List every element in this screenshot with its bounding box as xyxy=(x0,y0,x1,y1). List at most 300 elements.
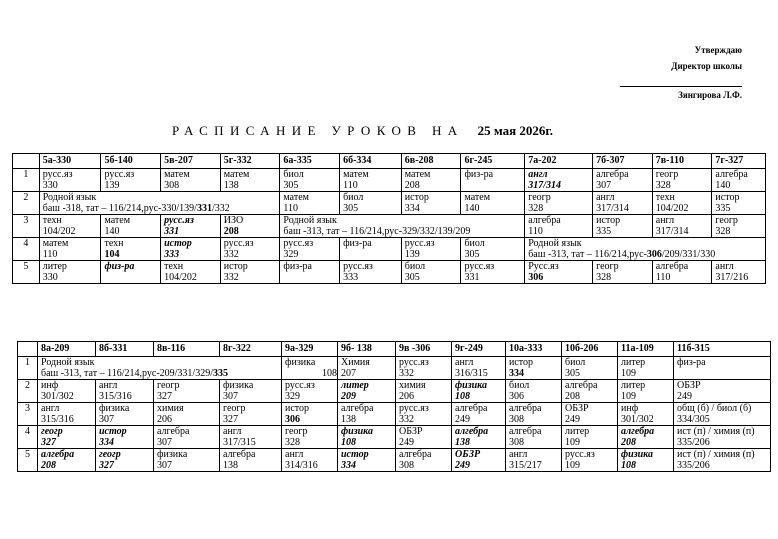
subject-text: алгебра xyxy=(509,403,542,414)
subject-text: русс.яз xyxy=(42,169,73,180)
subject-text: физ-ра xyxy=(343,238,372,249)
native-language-cell xyxy=(280,215,525,238)
lesson-cell xyxy=(282,403,338,426)
lesson-cell xyxy=(396,403,452,426)
room-text: 327 xyxy=(157,391,172,402)
subject-text: алгебра xyxy=(157,426,190,437)
subject-text: истор xyxy=(223,261,248,272)
subject-text: биол xyxy=(509,380,530,391)
lesson-cell xyxy=(338,449,396,472)
class-header: 6а-335 xyxy=(280,154,340,169)
room-text: 249 xyxy=(565,414,580,425)
header-row xyxy=(18,342,771,357)
subject-text: истор xyxy=(715,192,740,203)
lesson-cell xyxy=(396,357,452,380)
lesson-cell xyxy=(562,403,618,426)
subject-text: геогр xyxy=(655,169,679,180)
subject-text: истор xyxy=(509,357,534,368)
room-text: 317/315 xyxy=(223,437,256,448)
lesson-cell xyxy=(562,357,618,380)
lesson-cell xyxy=(525,169,593,192)
room-text: 307 xyxy=(99,414,114,425)
class-header: 7а-202 xyxy=(525,154,593,169)
class-header: 6б-334 xyxy=(340,154,402,169)
room-text: 110 xyxy=(42,249,58,260)
lesson-cell xyxy=(340,192,402,215)
room-text: 315/316 xyxy=(99,391,132,402)
subject-text: матем xyxy=(104,215,131,226)
lesson-row xyxy=(13,192,766,215)
lesson-number: 1 xyxy=(18,357,38,380)
lesson-cell xyxy=(161,261,221,284)
room-text: 207 xyxy=(341,368,356,379)
subject-text: техн xyxy=(104,238,124,249)
lesson-cell xyxy=(674,449,771,472)
lesson-cell xyxy=(396,426,452,449)
subject-text: геогр xyxy=(41,426,63,437)
schedule-table-grades-5-7 xyxy=(12,153,766,284)
room-text: 307 xyxy=(157,460,172,471)
lesson-cell xyxy=(452,380,506,403)
class-header: 5а-330 xyxy=(39,154,101,169)
lesson-cell xyxy=(396,380,452,403)
subject-text: физика xyxy=(285,357,316,368)
lesson-cell xyxy=(401,238,461,261)
room-text: баш -318, тат – 116/214,рус-330/139/331/332 xyxy=(42,203,230,214)
room-text: 327 xyxy=(41,437,56,448)
room-text: 208 xyxy=(223,226,239,237)
lesson-cell xyxy=(39,169,101,192)
room-text: 330 xyxy=(42,272,58,283)
subject-text: химия xyxy=(157,403,184,414)
room-text: 335 xyxy=(596,226,612,237)
class-header: 8б-331 xyxy=(96,342,154,357)
subject-text: физика xyxy=(341,426,374,437)
native-language-cell xyxy=(525,238,766,261)
lesson-cell xyxy=(593,192,653,215)
lesson-cell xyxy=(674,403,771,426)
lesson-cell xyxy=(712,192,766,215)
title-date: 25 мая 2026г. xyxy=(477,123,554,138)
lesson-cell xyxy=(220,380,282,403)
corner-cell xyxy=(18,342,38,357)
room-text: 305 xyxy=(565,368,580,379)
room-text: 108 xyxy=(341,437,356,448)
subject-text: инф xyxy=(621,403,639,414)
subject-text: Родной язык xyxy=(528,238,582,249)
subject-text: англ xyxy=(528,169,548,180)
subject-text: литер xyxy=(42,261,67,272)
lesson-cell xyxy=(38,426,96,449)
room-text: 315/316 xyxy=(41,414,74,425)
lesson-number: 4 xyxy=(18,426,38,449)
subject-text: матем xyxy=(164,169,190,180)
lesson-row xyxy=(13,261,766,284)
room-text: 301/302 xyxy=(621,414,654,425)
subject-text: биол xyxy=(343,192,364,203)
lesson-cell xyxy=(282,380,338,403)
subject-text: русс.яз xyxy=(399,357,429,368)
subject-text: истор xyxy=(285,403,310,414)
lesson-cell xyxy=(161,238,221,261)
lesson-cell xyxy=(280,261,340,284)
class-header: 9в -306 xyxy=(396,342,452,357)
subject-text: англ xyxy=(223,426,242,437)
lesson-cell xyxy=(340,238,402,261)
lesson-cell xyxy=(401,261,461,284)
lesson-cell xyxy=(452,449,506,472)
room-text: 140 xyxy=(104,226,120,237)
lesson-cell xyxy=(38,449,96,472)
page-title xyxy=(172,123,553,139)
subject-text: алгебра xyxy=(715,169,748,180)
subject-text: техн xyxy=(164,261,184,272)
room-text: 208 xyxy=(621,437,636,448)
room-text: 140 xyxy=(464,203,480,214)
lesson-number: 2 xyxy=(18,380,38,403)
class-header: 6г-245 xyxy=(461,154,525,169)
subject-text: инф xyxy=(41,380,59,391)
subject-text: матем xyxy=(404,169,431,180)
lesson-cell xyxy=(338,426,396,449)
lesson-cell xyxy=(96,449,154,472)
class-header: 11а-109 xyxy=(618,342,674,357)
lesson-cell xyxy=(674,380,771,403)
room-text: 104/202 xyxy=(42,226,76,237)
subject-text: алгебра xyxy=(41,449,75,460)
room-text: 306 xyxy=(509,391,524,402)
room-text: 334 xyxy=(404,203,420,214)
class-header: 11б-315 xyxy=(674,342,771,357)
subject-text: ист (п) / химия (п) xyxy=(677,449,755,460)
lesson-cell xyxy=(461,238,525,261)
subject-text: Родной язык xyxy=(283,215,337,226)
subject-text: биол xyxy=(404,261,426,272)
room-text: 315/217 xyxy=(509,460,542,471)
room-text: 104/202 xyxy=(164,272,197,283)
subject-text: истор xyxy=(596,215,621,226)
room-text: 331 xyxy=(164,226,180,237)
lesson-cell xyxy=(161,215,221,238)
lesson-cell xyxy=(618,403,674,426)
lesson-cell xyxy=(461,169,525,192)
lesson-cell xyxy=(506,449,562,472)
room-text: 333 xyxy=(343,272,359,283)
room-text: 140 xyxy=(715,180,731,191)
room-text: 332 xyxy=(223,272,239,283)
lesson-cell xyxy=(593,261,653,284)
lesson-cell xyxy=(618,357,674,380)
lesson-cell xyxy=(282,449,338,472)
room-text: 317/314 xyxy=(596,203,629,214)
room-text: 305 xyxy=(464,249,480,260)
room-text: 329 xyxy=(285,391,300,402)
room-text: 104 xyxy=(104,249,120,260)
lesson-cell xyxy=(652,215,712,238)
subject-text: Родной язык xyxy=(42,192,97,203)
lesson-cell xyxy=(101,169,161,192)
room-text: 108 xyxy=(322,368,337,379)
lesson-row xyxy=(13,169,766,192)
lesson-cell xyxy=(452,426,506,449)
room-text: 307 xyxy=(223,391,238,402)
room-text: 139 xyxy=(404,249,420,260)
subject-text: физика xyxy=(157,449,188,460)
lesson-row xyxy=(18,426,771,449)
room-text: 308 xyxy=(509,437,524,448)
lesson-cell xyxy=(593,215,653,238)
subject-text: алгебра xyxy=(509,426,542,437)
room-text: 317/216 xyxy=(715,272,749,283)
subject-text: алгебра xyxy=(596,169,629,180)
lesson-cell xyxy=(280,169,340,192)
lesson-cell xyxy=(96,403,154,426)
lesson-number: 3 xyxy=(18,403,38,426)
subject-text: алгебра xyxy=(455,403,488,414)
native-language-cell xyxy=(39,192,280,215)
subject-text: ист (п) / химия (п) xyxy=(677,426,755,437)
lesson-cell xyxy=(220,426,282,449)
room-text: 335/206 xyxy=(677,437,710,448)
lesson-cell xyxy=(618,426,674,449)
subject-text: алгебра xyxy=(655,261,689,272)
lesson-row xyxy=(18,449,771,472)
lesson-cell xyxy=(38,403,96,426)
room-text: 327 xyxy=(223,414,238,425)
room-text: 333 xyxy=(164,249,180,260)
subject-text: биол xyxy=(283,169,304,180)
subject-text: ОБЗР xyxy=(399,426,423,437)
lesson-cell xyxy=(461,192,525,215)
room-text: 332 xyxy=(399,414,414,425)
lesson-number: 2 xyxy=(13,192,40,215)
subject-text: истор xyxy=(404,192,429,203)
lesson-cell xyxy=(593,169,653,192)
subject-text: русс.яз xyxy=(164,215,194,226)
subject-text: геогр xyxy=(99,449,121,460)
room-text: баш -313, тат – 116/214,рус-209/331/329/335 xyxy=(41,368,228,379)
class-header: 10б-206 xyxy=(562,342,618,357)
room-text: 305 xyxy=(343,203,359,214)
subject-text: русс.яз xyxy=(464,261,495,272)
lesson-row xyxy=(18,357,771,380)
subject-text: англ xyxy=(596,192,615,203)
lesson-cell xyxy=(154,403,220,426)
subject-text: русс.яз xyxy=(104,169,135,180)
subject-text: физ-ра xyxy=(283,261,312,272)
subject-text: литер xyxy=(341,380,369,391)
room-text: 308 xyxy=(164,180,180,191)
room-text: 306 xyxy=(528,272,544,283)
schedule-table-grades-8-11 xyxy=(17,341,771,472)
subject-text: геогр xyxy=(596,261,619,272)
subject-text: геогр xyxy=(715,215,738,226)
room-text: 314/316 xyxy=(285,460,318,471)
lesson-cell xyxy=(525,215,593,238)
subject-text: англ xyxy=(285,449,304,460)
lesson-cell xyxy=(506,357,562,380)
subject-text: физ-ра xyxy=(464,169,494,180)
lesson-cell xyxy=(96,380,154,403)
lesson-cell xyxy=(101,261,161,284)
subject-text: русс.яз xyxy=(283,238,314,249)
subject-text: истор xyxy=(164,238,192,249)
room-text: 316/315 xyxy=(455,368,488,379)
lesson-cell xyxy=(712,261,766,284)
room-text: 110 xyxy=(655,272,671,283)
subject-text: русс.яз xyxy=(404,238,435,249)
room-text: 328 xyxy=(715,226,731,237)
subject-text: англ xyxy=(455,357,474,368)
class-header: 9г-249 xyxy=(452,342,506,357)
class-header: 10а-333 xyxy=(506,342,562,357)
subject-text: матем xyxy=(464,192,491,203)
lesson-cell xyxy=(220,261,280,284)
lesson-cell xyxy=(39,261,101,284)
subject-text: литер xyxy=(621,357,646,368)
lesson-cell xyxy=(338,403,396,426)
subject-text: матем xyxy=(343,169,369,180)
subject-text: геогр xyxy=(528,192,551,203)
subject-text: химия xyxy=(399,380,426,391)
class-header: 5б-140 xyxy=(101,154,161,169)
lesson-cell xyxy=(220,403,282,426)
subject-text: русс.яз xyxy=(343,261,373,272)
room-text: 139 xyxy=(104,180,120,191)
subject-text: алгебра xyxy=(565,380,598,391)
lesson-cell xyxy=(96,426,154,449)
subject-text: ОБЗР xyxy=(455,449,481,460)
room-text: 335/206 xyxy=(677,460,710,471)
subject-text: ИЗО xyxy=(223,215,244,226)
lesson-cell xyxy=(338,357,396,380)
lesson-cell xyxy=(712,169,766,192)
lesson-cell xyxy=(652,192,712,215)
class-header: 5в-207 xyxy=(161,154,221,169)
room-text: 138 xyxy=(223,460,238,471)
room-text: 109 xyxy=(565,437,580,448)
corner-cell xyxy=(13,154,40,169)
lesson-cell xyxy=(154,449,220,472)
subject-text: истор xyxy=(99,426,127,437)
room-text: 306 xyxy=(285,414,300,425)
room-text: 334 xyxy=(99,437,114,448)
room-text: 308 xyxy=(509,414,524,425)
subject-text: русс.яз xyxy=(565,449,595,460)
subject-text: англ xyxy=(99,380,118,391)
room-text: 305 xyxy=(283,180,299,191)
title-text: РАСПИСАНИЕ УРОКОВ НА xyxy=(172,123,464,138)
lesson-number: 1 xyxy=(13,169,40,192)
room-text: 104/202 xyxy=(655,203,689,214)
room-text: 110 xyxy=(283,203,299,214)
lesson-row xyxy=(13,238,766,261)
lesson-number: 3 xyxy=(13,215,40,238)
room-text: 317/314 xyxy=(655,226,689,237)
subject-text: истор xyxy=(341,449,369,460)
room-text: 138 xyxy=(223,180,239,191)
class-header: 7в-110 xyxy=(652,154,712,169)
room-text: 317/314 xyxy=(528,180,561,191)
lesson-cell xyxy=(38,380,96,403)
room-text: 206 xyxy=(399,391,414,402)
subject-text: техн xyxy=(42,215,62,226)
subject-text: геогр xyxy=(285,426,308,437)
lesson-cell xyxy=(282,357,338,380)
lesson-cell xyxy=(674,426,771,449)
room-text: 249 xyxy=(455,414,470,425)
room-text: 209 xyxy=(341,391,356,402)
subject-text: матем xyxy=(223,169,250,180)
director-title: Директор школы xyxy=(671,61,742,71)
subject-text: литер xyxy=(621,380,646,391)
subject-text: биол xyxy=(565,357,586,368)
room-text: 332 xyxy=(399,368,414,379)
lesson-number: 5 xyxy=(13,261,40,284)
room-text: 110 xyxy=(528,226,543,237)
room-text: 328 xyxy=(596,272,612,283)
lesson-row xyxy=(13,215,766,238)
room-text: 328 xyxy=(285,437,300,448)
room-text: 249 xyxy=(455,460,470,471)
room-text: 249 xyxy=(399,437,414,448)
lesson-cell xyxy=(506,380,562,403)
room-text: 335 xyxy=(715,203,731,214)
lesson-cell xyxy=(562,426,618,449)
room-text: 301/302 xyxy=(41,391,74,402)
room-text: 109 xyxy=(621,368,636,379)
class-header: 6в-208 xyxy=(401,154,461,169)
lesson-cell xyxy=(220,449,282,472)
subject-text: алгебра xyxy=(621,426,655,437)
subject-text: литер xyxy=(565,426,590,437)
class-header: 5г-332 xyxy=(220,154,280,169)
director-name: Зянгирова Л.Ф. xyxy=(620,86,742,103)
lesson-cell xyxy=(338,380,396,403)
lesson-cell xyxy=(340,261,402,284)
subject-text: алгебра xyxy=(223,449,256,460)
subject-text: англ xyxy=(715,261,734,272)
room-text: 328 xyxy=(655,180,671,191)
subject-text: физ-ра xyxy=(104,261,135,272)
subject-text: общ (б) / биол (б) xyxy=(677,403,752,414)
room-text: 109 xyxy=(565,460,580,471)
lesson-cell xyxy=(674,357,771,380)
room-text: 138 xyxy=(341,414,356,425)
room-text: 307 xyxy=(596,180,612,191)
lesson-cell xyxy=(161,169,221,192)
lesson-cell xyxy=(220,169,280,192)
class-header: 7г-327 xyxy=(712,154,766,169)
room-text: 110 xyxy=(343,180,358,191)
subject-text: биол xyxy=(464,238,485,249)
subject-text: русс.яз xyxy=(285,380,315,391)
lesson-cell xyxy=(618,449,674,472)
lesson-cell xyxy=(220,215,280,238)
room-text: 328 xyxy=(528,203,544,214)
room-text: 108 xyxy=(621,460,636,471)
lesson-cell xyxy=(525,192,593,215)
subject-text: физика xyxy=(455,380,488,391)
class-header: 8в-116 xyxy=(154,342,220,357)
room-text: 208 xyxy=(404,180,420,191)
lesson-cell xyxy=(401,192,461,215)
subject-text: физика xyxy=(99,403,130,414)
lesson-cell xyxy=(461,261,525,284)
room-text: 109 xyxy=(621,391,636,402)
subject-text: Русс.яз xyxy=(528,261,559,272)
lesson-number: 5 xyxy=(18,449,38,472)
